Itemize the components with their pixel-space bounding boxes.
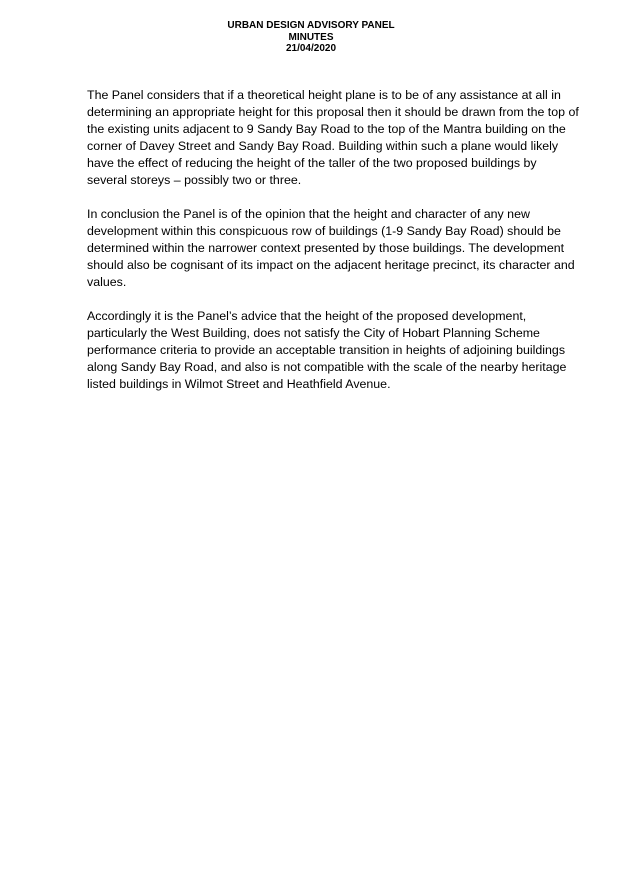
header-title: URBAN DESIGN ADVISORY PANEL (227, 20, 395, 31)
document-body (87, 87, 579, 410)
header-subtitle: MINUTES (288, 31, 334, 43)
paragraph-conclusion: In conclusion the Panel is of the opinion that the height and character of any new development within this conspicuous row of buildings (1-9 Sandy Bay Road) should be determined within the narrower context presented by those buildings. The development should also be cognisant of its impact on the adjacent heritage precinct, its character and values. (87, 207, 575, 289)
paragraph-advice: Accordingly it is the Panel’s advice that the height of the proposed development, particularly the West Building, does not satisfy the City of Hobart Planning Scheme performance criteria to provide an acceptable transition in heights of adjoining buildings along Sandy Bay Road, and also is not compatible with the scale of the nearby heritage listed buildings in Wilmot Street and Heathfield Avenue. (87, 309, 567, 391)
document-header (0, 20, 622, 55)
paragraph-height-plane: The Panel considers that if a theoretical height plane is to be of any assistance at all in determining an appropriate height for this proposal then it should be drawn from the top of the existing units adjacent to 9 Sandy Bay Road to the top of the Mantra building on the corner of Davey Street and Sandy Bay Road. Building within such a plane would likely have the effect of reducing the height of the taller of the two proposed buildings by several storeys – possibly two or three. (87, 88, 579, 187)
header-date: 21/04/2020 (285, 43, 337, 54)
